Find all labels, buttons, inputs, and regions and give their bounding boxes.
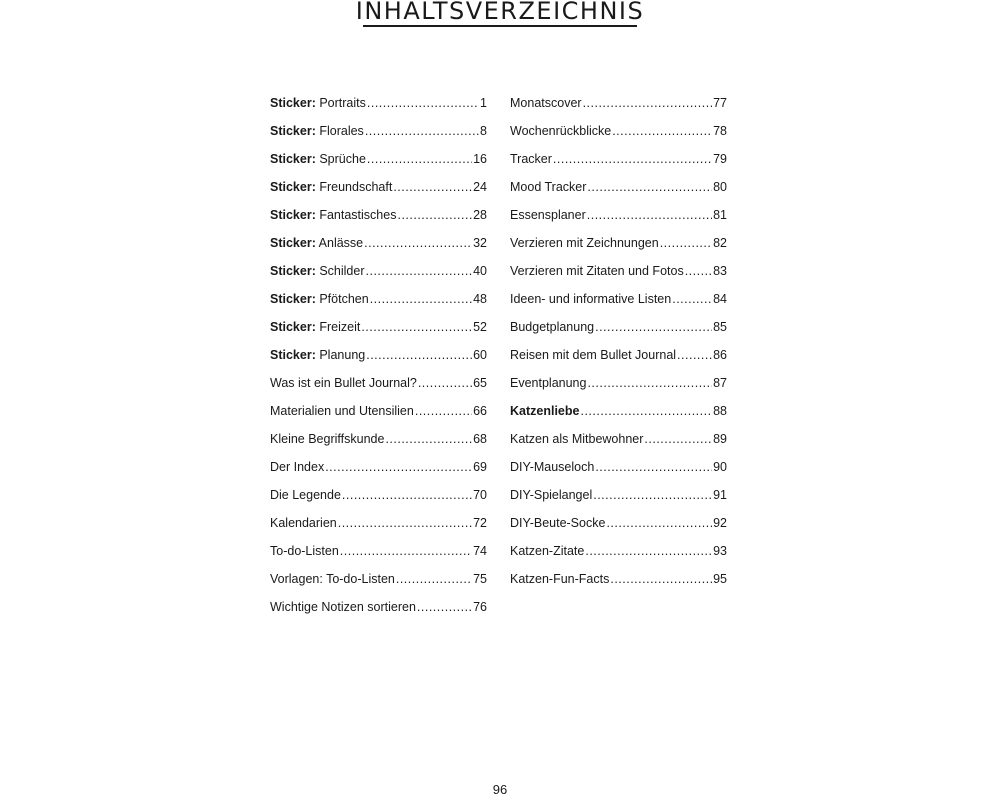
- toc-entry-page: 92: [713, 516, 727, 530]
- toc-entry-page: 52: [473, 320, 487, 334]
- toc-entry-label: Katzen-Fun-Facts: [510, 572, 610, 586]
- toc-entry-label: Freizeit: [319, 320, 361, 334]
- dot-leader: [587, 173, 712, 201]
- toc-entry-label: Tracker: [510, 152, 552, 166]
- toc-entry-title: [270, 285, 369, 313]
- toc-entry-label: Schilder: [319, 264, 365, 278]
- toc-entry: [270, 173, 487, 201]
- dot-leader: [612, 117, 712, 145]
- dot-leader: [397, 201, 472, 229]
- dot-leader: [583, 89, 713, 117]
- toc-entry-label: Essensplaner: [510, 208, 586, 222]
- dot-leader: [417, 593, 472, 621]
- dot-leader: [595, 313, 712, 341]
- dot-leader: [365, 117, 479, 145]
- toc-entry: [270, 481, 487, 509]
- toc-entry-page: 24: [473, 180, 487, 194]
- toc-entry-prefix: Sticker:: [270, 236, 316, 250]
- title-container: [0, 0, 1000, 41]
- toc-entry: [270, 565, 487, 593]
- toc-entry-page: 82: [713, 236, 727, 250]
- toc-entry-page: 66: [473, 404, 487, 418]
- toc-entry-label: Katzen als Mitbewohner: [510, 432, 644, 446]
- dot-leader: [385, 425, 472, 453]
- toc-entry-title: [270, 117, 364, 145]
- toc-entry-page: 76: [473, 600, 487, 614]
- toc-entry: [270, 425, 487, 453]
- dot-leader: [393, 173, 472, 201]
- toc-entry: [510, 145, 727, 173]
- toc-entry-page: 48: [473, 292, 487, 306]
- toc-entry-label: Planung: [319, 348, 366, 362]
- toc-entry-page: 90: [713, 460, 727, 474]
- toc-entry: [510, 537, 727, 565]
- toc-entry-title: [270, 145, 366, 173]
- toc-entry-page: 84: [713, 292, 727, 306]
- toc-entry-page: 81: [713, 208, 727, 222]
- toc-entry-label: Kalendarien: [270, 516, 337, 530]
- toc-entry: [270, 369, 487, 397]
- dot-leader: [361, 313, 472, 341]
- toc-entry-prefix: Sticker:: [270, 96, 316, 110]
- toc-entry-title: [270, 89, 366, 117]
- toc-entry-label: Monatscover: [510, 96, 582, 110]
- title-underline: [363, 25, 637, 27]
- toc-entry-title: [270, 313, 360, 341]
- dot-leader: [685, 257, 712, 285]
- dot-leader: [342, 481, 472, 509]
- toc-entry-prefix: Sticker:: [270, 208, 316, 222]
- toc-entry: [510, 341, 727, 369]
- dot-leader: [606, 509, 712, 537]
- toc-entry: [270, 285, 487, 313]
- toc-column-left: [270, 89, 487, 621]
- toc-entry: [510, 173, 727, 201]
- toc-entry-page: 77: [713, 96, 727, 110]
- dot-leader: [644, 425, 712, 453]
- toc-entry: [510, 257, 727, 285]
- dot-leader: [340, 537, 472, 565]
- toc-entry-page: 68: [473, 432, 487, 446]
- dot-leader: [366, 341, 472, 369]
- dot-leader: [364, 229, 472, 257]
- toc-entry-page: 75: [473, 572, 487, 586]
- dot-leader: [370, 285, 472, 313]
- toc-entry-label: DIY-Beute-Socke: [510, 516, 606, 530]
- toc-entry-label: Kleine Begriffskunde: [270, 432, 385, 446]
- toc-entry-label: Reisen mit dem Bullet Journal: [510, 348, 677, 362]
- toc-entry: [270, 313, 487, 341]
- dot-leader: [587, 369, 712, 397]
- toc-entry-page: 83: [713, 264, 727, 278]
- toc-entry-label: Materialien und Utensilien: [270, 404, 414, 418]
- toc-entry: [510, 313, 727, 341]
- dot-leader: [672, 285, 712, 313]
- dot-leader: [367, 145, 472, 173]
- toc-entry-label: Sprüche: [319, 152, 366, 166]
- toc-entry: [510, 425, 727, 453]
- toc-entry-label: Freundschaft: [319, 180, 393, 194]
- dot-leader: [595, 453, 712, 481]
- toc-entry-label: Budgetplanung: [510, 320, 595, 334]
- dot-leader: [677, 341, 712, 369]
- toc-entry-label: Katzen-Zitate: [510, 544, 585, 558]
- toc-column-right: [510, 89, 727, 593]
- toc-entry: [510, 509, 727, 537]
- dot-leader: [585, 537, 712, 565]
- toc-entry-page: 72: [473, 516, 487, 530]
- toc-entry-prefix: Sticker:: [270, 180, 316, 194]
- toc-entry: [270, 229, 487, 257]
- toc-entry-page: 91: [713, 488, 727, 502]
- toc-entry-page: 32: [473, 236, 487, 250]
- toc-entry-label: Mood Tracker: [510, 180, 587, 194]
- toc-entry-page: 40: [473, 264, 487, 278]
- dot-leader: [660, 229, 712, 257]
- toc-entry: [510, 565, 727, 593]
- toc-entry: [270, 537, 487, 565]
- toc-entry-label: Ideen- und informative Listen: [510, 292, 672, 306]
- dot-leader: [338, 509, 472, 537]
- toc-entry: [510, 369, 727, 397]
- toc-entry: [510, 285, 727, 313]
- dot-leader: [415, 397, 472, 425]
- dot-leader: [325, 453, 472, 481]
- dot-leader: [367, 89, 479, 117]
- dot-leader: [396, 565, 472, 593]
- dot-leader: [580, 397, 712, 425]
- toc-entry: [510, 117, 727, 145]
- dot-leader: [610, 565, 712, 593]
- toc-entry-page: 74: [473, 544, 487, 558]
- toc-entry-page: 78: [713, 124, 727, 138]
- toc-entry-page: 93: [713, 544, 727, 558]
- toc-entry-label: Anlässe: [318, 236, 364, 250]
- page-title: INHALTSVERZEICHNIS: [355, 0, 645, 25]
- dot-leader: [418, 369, 472, 397]
- page-number: 96: [492, 782, 508, 797]
- toc-entry: [270, 453, 487, 481]
- toc-entry-label: Wichtige Notizen sortieren: [270, 600, 416, 614]
- toc-entry-label: Die Legende: [270, 488, 341, 502]
- toc-entry-page: 80: [713, 180, 727, 194]
- toc-entry-label: Portraits: [319, 96, 366, 110]
- toc-entry-page: 95: [713, 572, 727, 586]
- toc-entry-page: 85: [713, 320, 727, 334]
- toc-entry-label: Vorlagen: To-do-Listen: [270, 572, 395, 586]
- toc-entry-page: 69: [473, 460, 487, 474]
- toc-entry: [510, 89, 727, 117]
- toc-entry: [510, 397, 727, 425]
- toc-entry: [510, 201, 727, 229]
- toc-entry-title: [270, 173, 392, 201]
- toc-entry-prefix: Sticker:: [270, 152, 316, 166]
- toc-entry-label: Der Index: [270, 460, 325, 474]
- toc-entry-page: 65: [473, 376, 487, 390]
- toc-entry-label: Verzieren mit Zitaten und Fotos: [510, 264, 684, 278]
- toc-entry-prefix: Sticker:: [270, 348, 316, 362]
- toc-entry-label: Eventplanung: [510, 376, 587, 390]
- dot-leader: [587, 201, 712, 229]
- dot-leader: [366, 257, 473, 285]
- toc-entry: [270, 593, 487, 621]
- toc-entry-page: 60: [473, 348, 487, 362]
- dot-leader: [553, 145, 712, 173]
- toc-entry-prefix: Sticker:: [270, 264, 316, 278]
- toc-entry: [510, 481, 727, 509]
- toc-entry-label: Was ist ein Bullet Journal?: [270, 376, 417, 390]
- toc-entry: [270, 257, 487, 285]
- toc-entry-page: 16: [473, 152, 487, 166]
- toc-entry: [510, 453, 727, 481]
- toc-entry-prefix: Sticker:: [270, 320, 316, 334]
- toc-entry-title: [270, 341, 365, 369]
- toc-entry-page: 87: [713, 376, 727, 390]
- toc-entry: [270, 397, 487, 425]
- dot-leader: [593, 481, 712, 509]
- toc-entry: [270, 89, 487, 117]
- toc-entry-label: Wochenrückblicke: [510, 124, 612, 138]
- toc-entry-page: 70: [473, 488, 487, 502]
- toc-entry-label: DIY-Mauseloch: [510, 460, 595, 474]
- toc-entry-title: [270, 229, 363, 257]
- toc-entry: [270, 145, 487, 173]
- toc-entry-label: Fantastisches: [319, 208, 397, 222]
- toc-entry-page: 79: [713, 152, 727, 166]
- toc-entry: [270, 117, 487, 145]
- toc-entry: [270, 341, 487, 369]
- toc-entry-title: [270, 257, 365, 285]
- toc-entry-label: Florales: [319, 124, 364, 138]
- toc-entry-prefix: Sticker:: [270, 292, 316, 306]
- toc-entry-page: 86: [713, 348, 727, 362]
- toc-entry: [270, 201, 487, 229]
- toc-entry-label: Verzieren mit Zeichnungen: [510, 236, 659, 250]
- toc-entry-prefix: Sticker:: [270, 124, 316, 138]
- toc-entry-title: [270, 201, 396, 229]
- toc-entry: [510, 229, 727, 257]
- toc-entry-label: DIY-Spielangel: [510, 488, 593, 502]
- toc-entry-page: 28: [473, 208, 487, 222]
- toc-entry-page: 88: [713, 404, 727, 418]
- toc-entry-page: 89: [713, 432, 727, 446]
- toc-entry-prefix: Katzenliebe: [510, 404, 580, 418]
- toc-entry-label: Pfötchen: [319, 292, 369, 306]
- table-of-contents: [270, 89, 730, 629]
- toc-entry: [270, 509, 487, 537]
- toc-entry-page: 8: [480, 124, 487, 138]
- toc-entry-label: To-do-Listen: [270, 544, 339, 558]
- toc-entry-page: 1: [480, 96, 487, 110]
